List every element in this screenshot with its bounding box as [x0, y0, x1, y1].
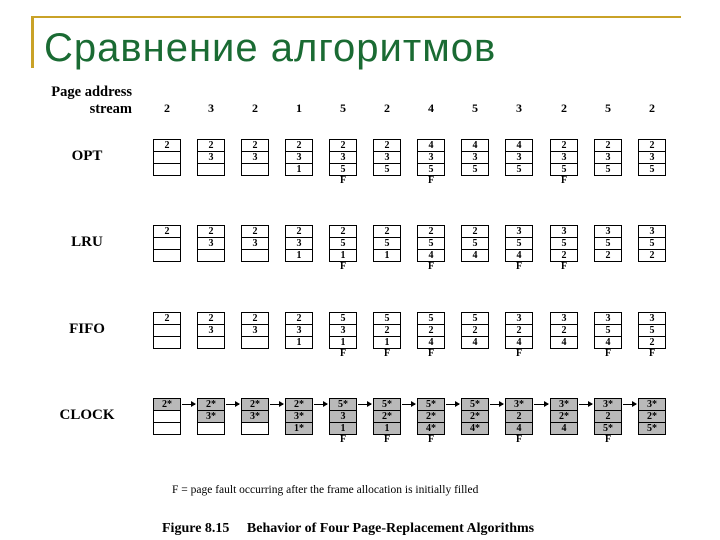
frame-cell: 2 — [595, 410, 621, 422]
frame-fifo-2 — [197, 312, 225, 349]
frame-opt-10 — [550, 139, 578, 176]
frame-cell: 5 — [595, 324, 621, 336]
frame-cell: 3 — [242, 324, 268, 336]
frame-fifo-10 — [550, 312, 578, 349]
frame-cell: 2 — [252, 313, 258, 324]
frame-cell: 2 — [208, 140, 214, 151]
frame-cell: 3* — [198, 410, 224, 422]
title-accent-bar — [31, 16, 34, 68]
frame-cell: 2* — [162, 399, 172, 410]
frame-cell: 1* — [286, 422, 312, 434]
frame-cell: 5 — [428, 313, 434, 324]
frame-cell: 5 — [595, 163, 621, 175]
stream-page-5: 5 — [340, 101, 346, 115]
page-fault-marker: F — [604, 434, 612, 445]
clock-pointer-arrow — [270, 404, 283, 405]
frame-cell: 3 — [595, 151, 621, 163]
frame-cell: 5 — [418, 163, 444, 175]
frame-cell: 4 — [595, 336, 621, 348]
stream-header — [37, 84, 132, 118]
frame-cell — [154, 336, 180, 348]
frame-cell — [154, 410, 180, 422]
stream-page-12: 2 — [649, 101, 655, 115]
frame-clock-1 — [153, 398, 181, 435]
frame-cell: 1 — [330, 249, 356, 261]
frame-cell: 2 — [551, 324, 577, 336]
frame-cell: 2 — [472, 226, 478, 237]
frame-cell: 2 — [384, 140, 390, 151]
clock-pointer-arrow — [623, 404, 636, 405]
frame-cell: 5 — [462, 163, 488, 175]
frame-cell — [198, 422, 224, 434]
frame-cell: 5 — [384, 313, 390, 324]
frame-cell: 4 — [418, 249, 444, 261]
frame-cell: 4 — [551, 422, 577, 434]
clock-pointer-arrow — [314, 404, 327, 405]
frame-cell: 2 — [252, 226, 258, 237]
frame-cell: 3 — [330, 151, 356, 163]
frame-cell: 3 — [639, 151, 665, 163]
figure-caption — [162, 521, 534, 537]
frame-cell: 2 — [340, 226, 346, 237]
frame-lru-10 — [550, 225, 578, 262]
frame-cell: 3 — [198, 237, 224, 249]
frame-cell: 2 — [605, 140, 611, 151]
frame-cell: 5 — [595, 237, 621, 249]
frame-opt-11 — [594, 139, 622, 176]
frame-cell: 1 — [330, 336, 356, 348]
frame-clock-4 — [285, 398, 313, 435]
frame-cell: 4 — [551, 336, 577, 348]
frame-cell: 1 — [330, 422, 356, 434]
frame-cell: 1 — [374, 249, 400, 261]
stream-page-7: 4 — [428, 101, 434, 115]
frame-cell: 2 — [506, 410, 532, 422]
frame-cell: 2* — [551, 410, 577, 422]
frame-cell: 4* — [418, 422, 444, 434]
frame-cell: 3* — [514, 399, 524, 410]
slide-title: Сравнение алгоритмов — [44, 26, 497, 70]
frame-clock-5 — [329, 398, 357, 435]
frame-fifo-1 — [153, 312, 181, 349]
frame-cell — [154, 151, 180, 163]
frame-cell: 2* — [250, 399, 260, 410]
frame-cell — [198, 163, 224, 175]
clock-pointer-arrow — [358, 404, 371, 405]
frame-opt-4 — [285, 139, 313, 176]
frame-cell: 5 — [551, 163, 577, 175]
frame-cell: 3 — [649, 313, 655, 324]
frame-opt-7 — [417, 139, 445, 176]
clock-pointer-arrow — [490, 404, 503, 405]
frame-cell: 2 — [649, 140, 655, 151]
frame-cell: 5 — [639, 324, 665, 336]
frame-cell: 3 — [330, 324, 356, 336]
frame-clock-3 — [241, 398, 269, 435]
frame-cell: 2 — [462, 324, 488, 336]
frame-cell: 5 — [639, 163, 665, 175]
page-fault-marker: F — [383, 348, 391, 359]
frame-cell: 2 — [428, 226, 434, 237]
frame-fifo-3 — [241, 312, 269, 349]
frame-cell: 2* — [418, 410, 444, 422]
frame-clock-12 — [638, 398, 666, 435]
frame-fifo-11 — [594, 312, 622, 349]
page-fault-marker: F — [383, 434, 391, 445]
clock-pointer-arrow — [226, 404, 239, 405]
frame-cell: 3 — [374, 151, 400, 163]
frame-cell: 3 — [286, 324, 312, 336]
page-fault-marker: F — [648, 348, 656, 359]
stream-page-8: 5 — [472, 101, 478, 115]
frame-cell: 1 — [374, 422, 400, 434]
frame-cell: 3 — [506, 151, 532, 163]
frame-lru-5 — [329, 225, 357, 262]
frame-clock-6 — [373, 398, 401, 435]
frame-opt-2 — [197, 139, 225, 176]
algorithm-label-lru: LRU — [71, 234, 103, 250]
stream-header-line2: stream — [89, 101, 132, 117]
stream-page-9: 3 — [516, 101, 522, 115]
stream-header-line1: Page address — [51, 84, 132, 100]
frame-cell: 4 — [516, 140, 522, 151]
frame-cell: 3 — [551, 151, 577, 163]
frame-clock-11 — [594, 398, 622, 435]
frame-lru-3 — [241, 225, 269, 262]
frame-cell: 2 — [296, 313, 302, 324]
frame-cell — [154, 422, 180, 434]
frame-cell: 2* — [374, 410, 400, 422]
frame-cell: 5* — [338, 399, 348, 410]
frame-fifo-5 — [329, 312, 357, 349]
frame-cell: 3 — [561, 226, 567, 237]
stream-page-4: 1 — [296, 101, 302, 115]
frame-cell: 3 — [605, 226, 611, 237]
frame-cell — [198, 336, 224, 348]
frame-cell: 3 — [242, 237, 268, 249]
stream-page-6: 2 — [384, 101, 390, 115]
stream-page-11: 5 — [605, 101, 611, 115]
frame-cell: 1 — [286, 336, 312, 348]
frame-cell: 1 — [286, 163, 312, 175]
frame-cell: 2* — [462, 410, 488, 422]
frame-cell: 5 — [330, 163, 356, 175]
frame-fifo-7 — [417, 312, 445, 349]
stream-page-10: 2 — [561, 101, 567, 115]
frame-opt-1 — [153, 139, 181, 176]
frame-clock-9 — [505, 398, 533, 435]
frame-cell: 2 — [418, 324, 444, 336]
frame-cell: 3* — [647, 399, 657, 410]
frame-cell: 5* — [426, 399, 436, 410]
clock-pointer-arrow — [534, 404, 548, 405]
frame-cell: 4 — [428, 140, 434, 151]
frame-fifo-6 — [373, 312, 401, 349]
frame-cell: 5 — [639, 237, 665, 249]
frame-cell — [242, 163, 268, 175]
frame-cell: 1 — [374, 336, 400, 348]
frame-cell: 4 — [472, 140, 478, 151]
frame-cell: 3* — [242, 410, 268, 422]
frame-cell: 2 — [595, 249, 621, 261]
frame-cell: 2* — [206, 399, 216, 410]
page-fault-marker: F — [515, 348, 523, 359]
page-fault-marker: F — [427, 261, 435, 272]
clock-pointer-arrow — [579, 404, 592, 405]
frame-cell: 3 — [198, 151, 224, 163]
frame-cell: 2 — [164, 140, 170, 151]
frame-cell: 2 — [208, 313, 214, 324]
title-accent-line — [31, 16, 681, 18]
frame-cell: 4 — [506, 422, 532, 434]
frame-cell: 3 — [605, 313, 611, 324]
page-fault-marker: F — [427, 434, 435, 445]
page-fault-marker: F — [515, 434, 523, 445]
frame-cell: 2 — [551, 249, 577, 261]
frame-opt-8 — [461, 139, 489, 176]
frame-opt-3 — [241, 139, 269, 176]
frame-lru-1 — [153, 225, 181, 262]
page-fault-marker: F — [515, 261, 523, 272]
frame-cell: 5 — [472, 313, 478, 324]
clock-pointer-arrow — [446, 404, 459, 405]
frame-cell: 5* — [382, 399, 392, 410]
frame-cell: 2 — [561, 140, 567, 151]
frame-cell: 3 — [418, 151, 444, 163]
frame-lru-6 — [373, 225, 401, 262]
frame-cell: 3 — [286, 237, 312, 249]
frame-cell: 5 — [330, 237, 356, 249]
frame-cell: 2 — [252, 140, 258, 151]
frame-cell: 4 — [506, 249, 532, 261]
frame-fifo-9 — [505, 312, 533, 349]
frame-cell: 3 — [198, 324, 224, 336]
stream-page-1: 2 — [164, 101, 170, 115]
frame-cell: 5 — [374, 163, 400, 175]
frame-cell: 4 — [462, 336, 488, 348]
frame-lru-7 — [417, 225, 445, 262]
frame-lru-8 — [461, 225, 489, 262]
frame-cell — [242, 422, 268, 434]
algorithm-label-opt: OPT — [71, 148, 103, 164]
frame-clock-10 — [550, 398, 578, 435]
frame-cell: 3 — [462, 151, 488, 163]
frame-lru-9 — [505, 225, 533, 262]
page-fault-marker: F — [604, 348, 612, 359]
frame-clock-2 — [197, 398, 225, 435]
frame-cell: 2* — [294, 399, 304, 410]
page-fault-marker: F — [339, 261, 347, 272]
algorithm-label-clock: CLOCK — [59, 407, 115, 423]
page-fault-marker: F — [427, 175, 435, 186]
frame-cell — [154, 249, 180, 261]
frame-cell: 5 — [374, 237, 400, 249]
page-fault-marker: F — [339, 175, 347, 186]
clock-pointer-arrow — [182, 404, 195, 405]
page-fault-marker: F — [560, 261, 568, 272]
frame-cell: 5* — [595, 422, 621, 434]
frame-cell: 1 — [286, 249, 312, 261]
figure-caption-text: Behavior of Four Page-Replacement Algorithms — [246, 521, 535, 536]
frame-fifo-8 — [461, 312, 489, 349]
page-fault-marker: F — [339, 434, 347, 445]
frame-cell: 3* — [286, 410, 312, 422]
frame-cell — [154, 163, 180, 175]
frame-cell — [242, 249, 268, 261]
frame-cell: 2 — [164, 226, 170, 237]
page-fault-marker: F — [339, 348, 347, 359]
fault-legend-note: F = page fault occurring after the frame allocation is initially filled — [172, 484, 479, 496]
frame-lru-11 — [594, 225, 622, 262]
frame-cell: 5 — [418, 237, 444, 249]
frame-cell: 4 — [462, 249, 488, 261]
frame-cell: 3 — [649, 226, 655, 237]
frame-cell: 5* — [470, 399, 480, 410]
frame-cell — [154, 324, 180, 336]
frame-cell: 2 — [296, 140, 302, 151]
frame-cell — [198, 249, 224, 261]
frame-cell: 2 — [384, 226, 390, 237]
frame-opt-5 — [329, 139, 357, 176]
frame-fifo-4 — [285, 312, 313, 349]
frame-lru-12 — [638, 225, 666, 262]
clock-pointer-arrow — [402, 404, 415, 405]
frame-cell: 2 — [164, 313, 170, 324]
frame-clock-8 — [461, 398, 489, 435]
frame-lru-2 — [197, 225, 225, 262]
frame-cell: 3 — [330, 410, 356, 422]
frame-lru-4 — [285, 225, 313, 262]
frame-fifo-12 — [638, 312, 666, 349]
frame-cell: 4 — [506, 336, 532, 348]
frame-cell: 2 — [506, 324, 532, 336]
frame-cell: 4* — [462, 422, 488, 434]
frame-clock-7 — [417, 398, 445, 435]
frame-opt-6 — [373, 139, 401, 176]
frame-cell: 3 — [561, 313, 567, 324]
page-fault-marker: F — [560, 175, 568, 186]
frame-cell: 5 — [506, 163, 532, 175]
frame-cell: 3 — [286, 151, 312, 163]
frame-cell: 5 — [462, 237, 488, 249]
frame-opt-9 — [505, 139, 533, 176]
frame-cell: 3 — [516, 313, 522, 324]
frame-cell: 3 — [516, 226, 522, 237]
frame-cell: 4 — [418, 336, 444, 348]
figure-number: Figure 8.15 — [162, 521, 230, 536]
frame-cell: 2 — [208, 226, 214, 237]
frame-cell: 3* — [559, 399, 569, 410]
frame-cell: 2 — [374, 324, 400, 336]
page-fault-marker: F — [427, 348, 435, 359]
frame-cell — [154, 237, 180, 249]
algorithm-label-fifo: FIFO — [69, 321, 105, 337]
frame-cell: 2 — [639, 249, 665, 261]
frame-cell: 2 — [639, 336, 665, 348]
frame-cell — [242, 336, 268, 348]
frame-cell: 5 — [506, 237, 532, 249]
stream-page-3: 2 — [252, 101, 258, 115]
frame-cell: 5 — [340, 313, 346, 324]
frame-cell: 5 — [551, 237, 577, 249]
frame-opt-12 — [638, 139, 666, 176]
stream-page-2: 3 — [208, 101, 214, 115]
frame-cell: 5* — [639, 422, 665, 434]
frame-cell: 3* — [603, 399, 613, 410]
frame-cell: 2 — [340, 140, 346, 151]
frame-cell: 2* — [639, 410, 665, 422]
frame-cell: 2 — [296, 226, 302, 237]
frame-cell: 3 — [242, 151, 268, 163]
